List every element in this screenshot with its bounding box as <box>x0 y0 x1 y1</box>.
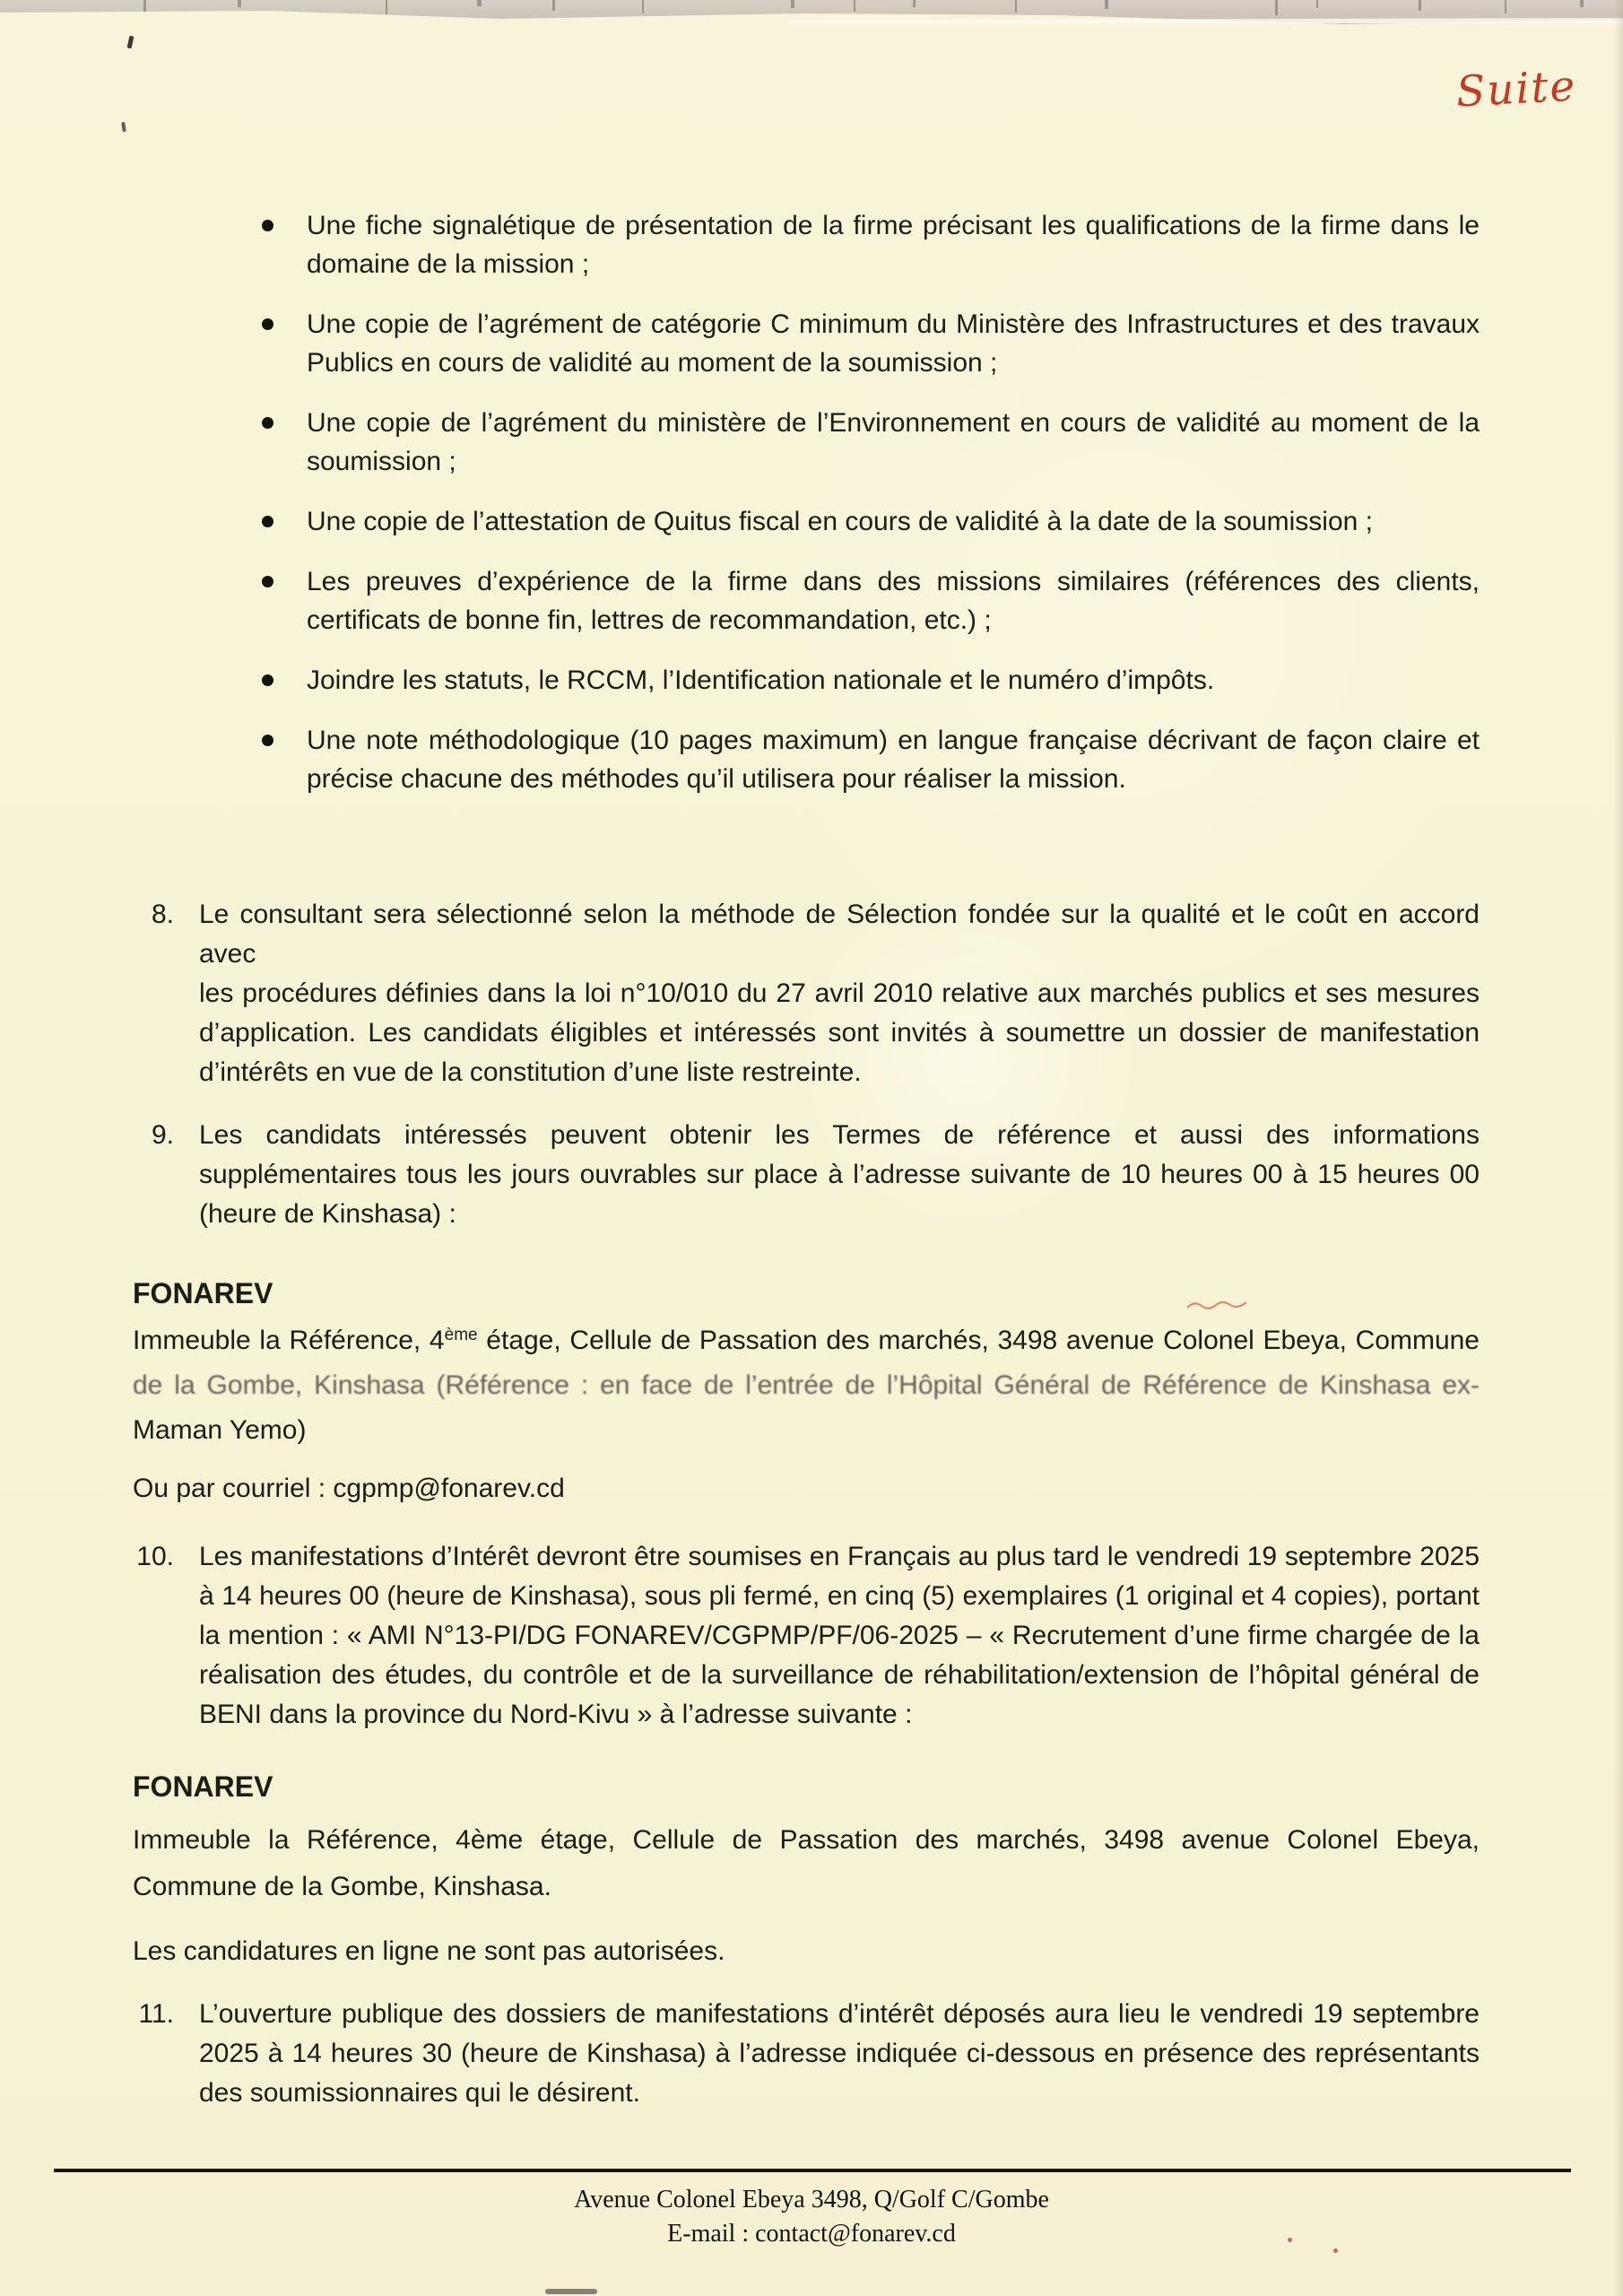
bullet-icon <box>262 516 273 527</box>
item-text-line: Le consultant sera sélectionné selon la méthode de Sélection fondée sur la qualité et le coût en accord avec <box>199 900 1480 969</box>
list-item <box>260 502 1480 541</box>
address-line: Immeuble la Référence, 4ème étage, Cellule de Passation des marchés, 3498 avenue Colonel Ebeya, <box>133 1825 1480 1855</box>
item-number: 10. <box>136 1542 174 1571</box>
bullet-icon <box>262 735 273 746</box>
document-body <box>133 206 1480 2113</box>
email-contact-line: Ou par courriel : cgpmp@fonarev.cd <box>133 1474 565 1503</box>
bullet-icon <box>262 576 273 587</box>
bullet-text-line: Une note méthodologique (10 pages maximum) en langue française décrivant de façon claire et <box>307 726 1480 755</box>
numbered-item-11 <box>133 1995 1480 2113</box>
red-ink-speck <box>1333 2248 1338 2253</box>
bullet-icon <box>262 220 273 231</box>
numbered-item-9 <box>133 1116 1480 1234</box>
bullet-icon <box>262 417 273 429</box>
item-number: 8. <box>151 900 174 929</box>
bullet-text-line: Publics en cours de validité au moment de la soumission ; <box>307 348 998 378</box>
bullet-text-line: précise chacune des méthodes qu’il utilisera pour réaliser la mission. <box>307 764 1126 794</box>
bullet-icon <box>262 318 273 330</box>
list-item <box>260 721 1480 798</box>
fonarev-heading: FONAREV <box>133 1277 273 1309</box>
item-text-line: des soumissionnaires qui le désirent. <box>199 2078 640 2108</box>
ink-speck <box>121 122 126 132</box>
address-line-faded: de la Gombe, Kinshasa (Référence : en face de l’entrée de l’Hôpital Général de Référence de Kinshasa ex- <box>133 1370 1480 1400</box>
item-number: 9. <box>151 1120 174 1150</box>
bullet-text-line: Une copie de l’agrément de catégorie C minimum du Ministère des Infrastructures et des travaux <box>307 309 1480 339</box>
bullet-text-line: domaine de la mission ; <box>307 249 590 279</box>
address-line: Maman Yemo) <box>133 1415 307 1445</box>
address-line <box>133 1318 1480 1363</box>
requirements-bullet-list <box>260 206 1480 798</box>
item-text-line: (heure de Kinshasa) : <box>199 1199 456 1229</box>
item-text-line: Les manifestations d’Intérêt devront être soumises en Français au plus tard le vendredi 19 septembre 2025 <box>199 1542 1480 1571</box>
numbered-item-8 <box>133 895 1480 1092</box>
address-line: Commune de la Gombe, Kinshasa. <box>133 1872 551 1901</box>
item-text-line: d’application. Les candidats éligibles et intéressés sont invités à soumettre un dossier de manifestation <box>199 1018 1480 1048</box>
bullet-text-line: Une copie de l’agrément du ministère de l’Environnement en cours de validité au moment de la <box>307 408 1480 438</box>
fonarev-heading: FONAREV <box>133 1770 273 1803</box>
item-text-line: L’ouverture publique des dossiers de manifestations d’intérêt déposés aura lieu le vendredi 19 septembre <box>199 1999 1480 2029</box>
footer-email: E-mail : contact@fonarev.cd <box>667 2220 956 2248</box>
item-number: 11. <box>138 1999 174 2029</box>
red-pen-mark <box>1185 1299 1248 1313</box>
address-text: étage, Cellule de Passation des marchés, 3498 avenue Colonel Ebeya, Commune <box>477 1326 1480 1355</box>
item-text-line: BENI dans la province du Nord-Kivu » à l’adresse suivante : <box>199 1700 913 1729</box>
bullet-text-line: Une fiche signalétique de présentation de la firme précisant les qualifications de la firme dans le <box>307 211 1480 240</box>
item-text-line: supplémentaires tous les jours ouvrables sur place à l’adresse suivante de 10 heures 00 à 15 heures 00 <box>199 1160 1480 1189</box>
page-edge-shadow <box>1614 0 1623 2296</box>
bullet-text-line: Joindre les statuts, le RCCM, l’Identification nationale et le numéro d’impôts. <box>307 665 1215 695</box>
page-footer <box>0 2183 1623 2251</box>
list-item <box>260 305 1480 382</box>
address-text: Immeuble la Référence, 4 <box>133 1326 445 1355</box>
bullet-text-line: soumission ; <box>307 447 456 476</box>
fonarev-address-1 <box>133 1318 1480 1453</box>
bullet-text-line: Les preuves d’expérience de la firme dans des missions similaires (références des clients, <box>307 567 1480 596</box>
item-text-line: réalisation des études, du contrôle et de la surveillance de réhabilitation/extension de l’hôpital général de <box>199 1660 1480 1690</box>
bullet-text-line: certificats de bonne fin, lettres de recommandation, etc.) ; <box>307 605 992 635</box>
continuation-script-label: Suite <box>1454 61 1578 117</box>
item-text-line: les procédures définies dans la loi n°10/010 du 27 avril 2010 relative aux marchés publics et ses mesures <box>199 978 1480 1008</box>
list-item <box>260 404 1480 481</box>
numbered-item-10 <box>133 1537 1480 1735</box>
list-item <box>260 206 1480 283</box>
item-text-line: d’intérêts en vue de la constitution d’une liste restreinte. <box>199 1057 862 1087</box>
online-applications-note: Les candidatures en ligne ne sont pas autorisées. <box>133 1936 725 1966</box>
bullet-text-line: Une copie de l’attestation de Quitus fiscal en cours de validité à la date de la soumission ; <box>307 507 1374 536</box>
item-text-line: la mention : « AMI N°13-PI/DG FONAREV/CGPMP/PF/06-2025 – « Recrutement d’une firme chargée de la <box>199 1621 1480 1650</box>
red-ink-speck <box>1288 2238 1292 2242</box>
scan-bottom-mark <box>545 2289 597 2294</box>
bullet-icon <box>262 674 273 686</box>
list-item <box>260 562 1480 639</box>
fonarev-address-2 <box>133 1817 1480 1910</box>
footer-divider <box>54 2169 1571 2172</box>
ink-speck <box>127 36 135 49</box>
list-item <box>260 661 1480 700</box>
item-text-line: à 14 heures 00 (heure de Kinshasa), sous pli fermé, en cinq (5) exemplaires (1 original et 4 copies), portant <box>199 1581 1480 1611</box>
ordinal-superscript: ème <box>444 1326 478 1344</box>
item-text-line: Les candidats intéressés peuvent obtenir les Termes de référence et aussi des informations <box>199 1120 1480 1150</box>
item-text-line: 2025 à 14 heures 30 (heure de Kinshasa) à l’adresse indiquée ci-dessous en présence des représentants <box>199 2039 1480 2068</box>
footer-address: Avenue Colonel Ebeya 3498, Q/Golf C/Gombe <box>574 2186 1049 2213</box>
